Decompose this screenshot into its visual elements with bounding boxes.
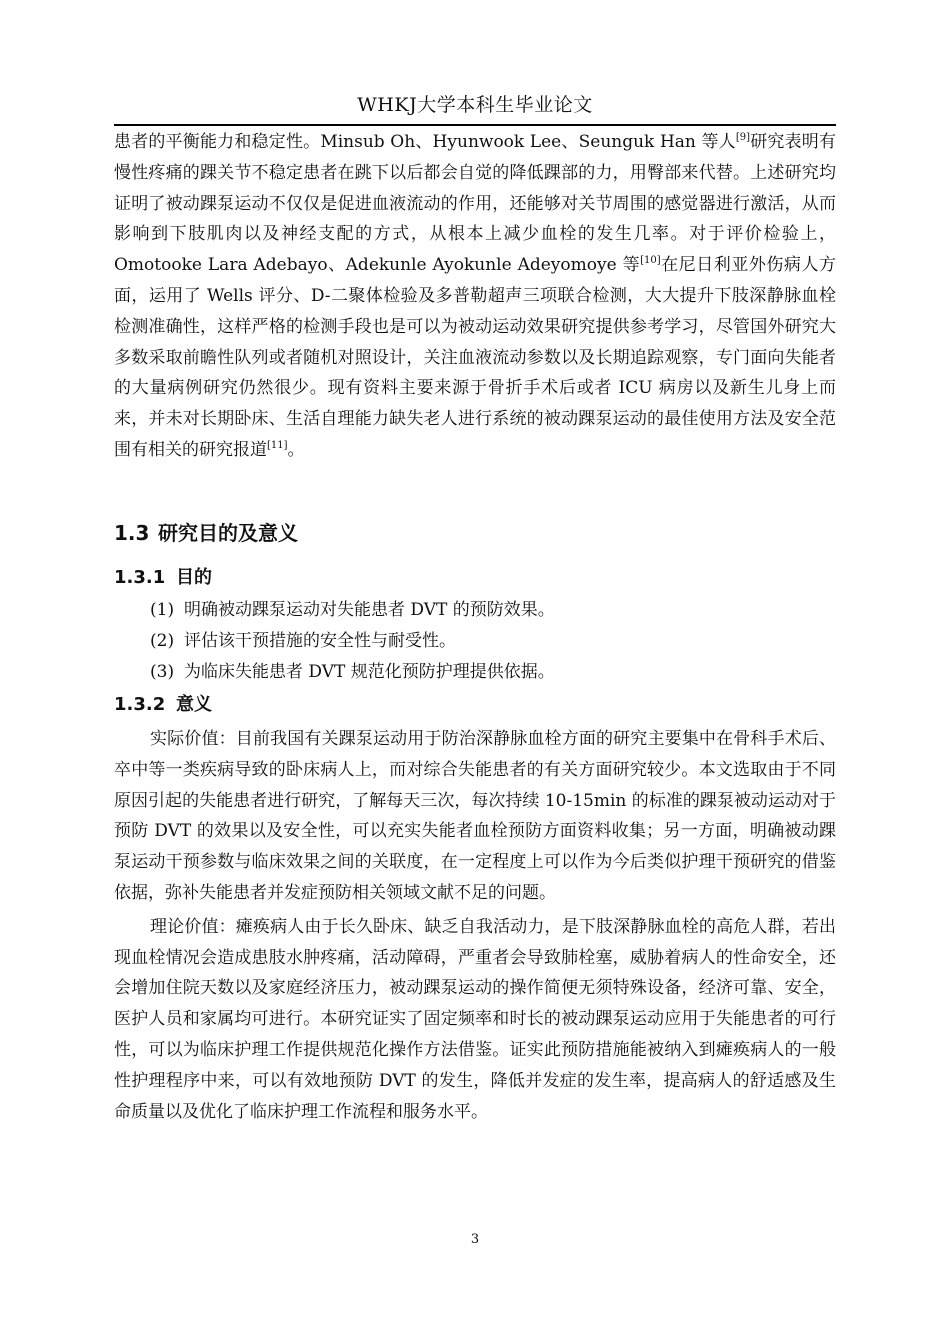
list-item xyxy=(150,597,555,623)
header-rule xyxy=(114,124,836,126)
list-item xyxy=(150,659,555,685)
paragraph-practical-value: 实际价值：目前我国有关踝泵运动用于防治深静脉血栓方面的研究主要集中在骨科手术后、卒中等一类疾病导致的卧床病人上，而对综合失能患者的有关方面研究较少。本文选取由于不同原因引起的失能患者进行研究，了解每天三次，每次持续 10-15min 的标准的踝泵被动运动对于预防 DVT 的效果以及安全性，可以充实失能者血栓预防方面资料收集；另一方面，明确被动踝泵运动干预参数与临床效果之间的关联度，在一定程度上可以作为今后类似护理干预研究的借鉴依据，弥补失能患者并发症预防相关领域文献不足的问题。 xyxy=(114,729,836,903)
list-item-text: 明确被动踝泵运动对失能患者 DVT 的预防效果。 xyxy=(184,600,555,620)
text-run: 患者的平衡能力和稳定性。Minsub Oh、Hyunwook Lee、Seunguk Han 等人 xyxy=(114,132,736,152)
section-number: 1.3 xyxy=(114,521,150,545)
list-item xyxy=(150,628,456,654)
list-item-label: (3) xyxy=(150,662,175,682)
text-run: 研究表明有慢性疼痛的踝关节不稳定患者在跳下以后都会自觉的降低踝部的力，用臀部来代替。上述研究均证明了被动踝泵运动不仅仅是促进血液流动的作用，还能够对关节周围的感觉器进行激活，从而影响到下肢肌肉以及神经支配的方式，从根本上减少血栓的发生几率。对于评价检验上，Omotooke Lara Adebayo、Adekunle Ayokunle Adeyomoye 等 xyxy=(114,132,836,276)
paragraph-theoretical-value: 理论价值：瘫痪病人由于长久卧床、缺乏自我活动力，是下肢深静脉血栓的高危人群，若出现血栓情况会造成患肢水肿疼痛，活动障碍，严重者会导致肺栓塞，威胁着病人的性命安全，还会增加住院天数以及家庭经济压力，被动踝泵运动的操作简便无须特殊设备，经济可靠、安全，医护人员和家属均可进行。本研究证实了固定频率和时长的被动踝泵运动应用于失能患者的可行性，可以为临床护理工作提供规范化操作方法借鉴。证实此预防措施能被纳入到瘫痪病人的一般性护理程序中来，可以有效地预防 DVT 的发生，降低并发症的发生率，提高病人的舒适感及生命质量以及优化了临床护理工作流程和服务水平。 xyxy=(114,916,836,1122)
section-title: 研究目的及意义 xyxy=(158,521,298,545)
significance-body xyxy=(114,724,836,1127)
list-item-label: (2) xyxy=(150,631,175,651)
citation-10: [10] xyxy=(640,255,661,267)
page-number: 3 xyxy=(470,1232,480,1247)
page-body xyxy=(114,127,836,466)
subsection-number: 1.3.2 xyxy=(114,694,166,715)
citation-9: [9] xyxy=(735,132,751,143)
paragraph-foreign-research xyxy=(114,127,836,466)
running-header: WHKJ大学本科生毕业论文 xyxy=(357,94,593,116)
subsection-title: 目的 xyxy=(176,567,212,588)
subsection-number: 1.3.1 xyxy=(114,567,166,588)
citation-11: [11] xyxy=(267,439,288,451)
subsection-heading-1-3-2 xyxy=(114,692,212,718)
list-item-text: 为临床失能患者 DVT 规范化预防护理提供依据。 xyxy=(184,662,555,682)
list-item-text: 评估该干预措施的安全性与耐受性。 xyxy=(184,631,456,651)
text-run: 在尼日利亚外伤病人方面，运用了 Wells 评分、D-二聚体检验及多普勒超声三项联合检测，大大提升下肢深静脉血栓检测准确性，这样严格的检测手段也是可以为被动运动效果研究提供参考学习，尽管国外研究大多数采取前瞻性队列或者随机对照设计，关注血液流动参数以及长期追踪观察，专门面向失能者的大量病例研究仍然很少。现有资料主要来源于骨折手术后或者 ICU 病房以及新生儿身上而来，并未对长期卧床、生活自理能力缺失老人进行系统的被动踝泵运动的最佳使用方法及安全范围有相关的研究报道 xyxy=(114,255,836,460)
subsection-heading-1-3-1 xyxy=(114,565,212,591)
subsection-title: 意义 xyxy=(176,694,212,715)
text-run: 。 xyxy=(287,439,305,460)
list-item-label: (1) xyxy=(150,600,175,620)
section-heading-1-3 xyxy=(114,519,298,547)
